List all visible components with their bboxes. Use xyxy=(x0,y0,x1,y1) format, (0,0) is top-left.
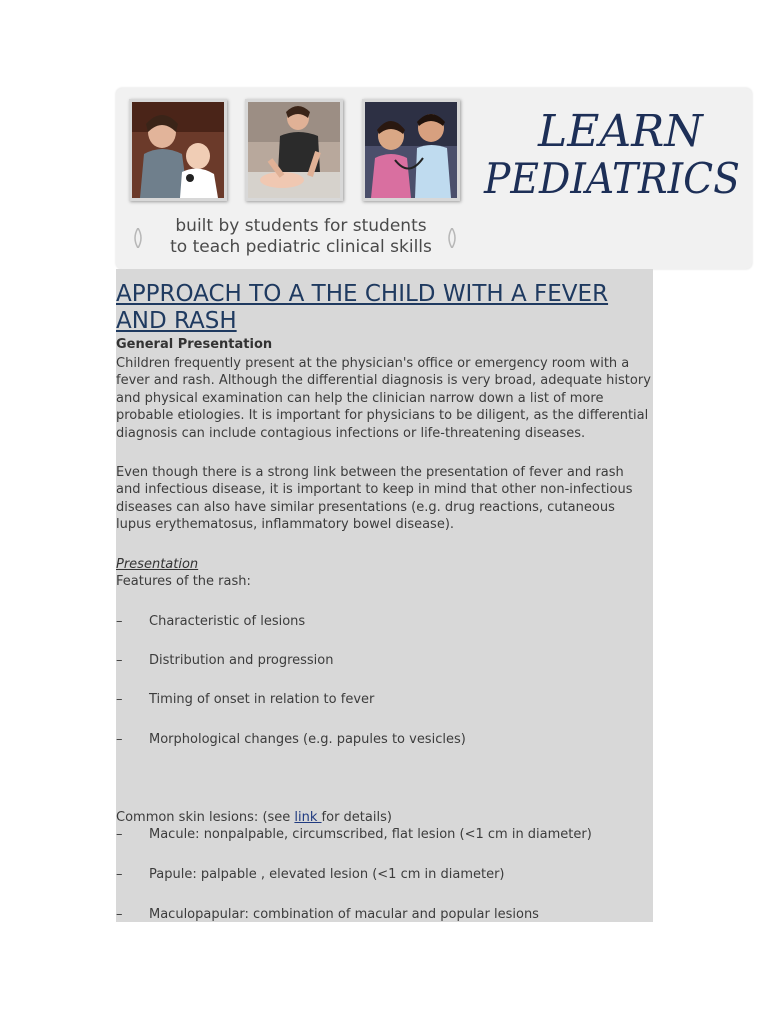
tagline-line2: to teach pediatric clinical skills xyxy=(170,237,432,257)
article-body xyxy=(116,269,653,922)
intro-paragraph: Children frequently present at the physician's office or emergency room with a fever and rash. Although the differential diagnosis is very broad, adequate history and physical examination can help the clinician narrow down a list of more probable etiologies. It is important for physicians to be diligent, as the differential diagnosis can include contagious infections or life-threatening diseases. xyxy=(116,356,651,441)
features-intro: Features of the rash: xyxy=(116,574,251,589)
lesion-text: Papule: palpable , elevated lesion (<1 cm in diameter) xyxy=(149,867,505,882)
dash: – xyxy=(116,867,123,882)
leaf-ornament-icon xyxy=(444,228,460,248)
tagline-line1: built by students for students xyxy=(175,216,427,236)
general-presentation-heading: General Presentation xyxy=(116,337,273,352)
article-title[interactable]: APPROACH TO A THE CHILD WITH A FEVER AND RASH xyxy=(116,281,609,334)
lesions-intro-after: for details) xyxy=(321,810,392,825)
noninfectious-paragraph: Even though there is a strong link between the presentation of fever and rash and infectious disease, it is important to keep in mind that other non-infectious diseases can also have similar presentations (e.g. drug reactions, cutaneous lupus erythematosus, inflammatory bowel disease). xyxy=(116,465,633,533)
feature-text: Distribution and progression xyxy=(149,653,334,668)
feature-text: Morphological changes (e.g. papules to vesicles) xyxy=(149,732,466,747)
dash: – xyxy=(116,653,123,668)
details-link[interactable]: link xyxy=(294,810,322,825)
photo-children-stethoscope xyxy=(362,99,460,201)
tagline xyxy=(166,216,436,258)
lesion-text: Macule: nonpalpable, circumscribed, flat lesion (<1 cm in diameter) xyxy=(149,827,592,842)
dash: – xyxy=(116,827,123,842)
lesions-intro xyxy=(116,810,392,825)
photo-examining-baby xyxy=(245,99,343,201)
feature-text: Timing of onset in relation to fever xyxy=(149,692,375,707)
dash: – xyxy=(116,732,123,747)
logo-line1: LEARN xyxy=(538,106,703,157)
lesion-text: Maculopapular: combination of macular and popular lesions xyxy=(149,907,539,922)
dash: – xyxy=(116,692,123,707)
feature-text: Characteristic of lesions xyxy=(149,614,306,629)
learn-pediatrics-logo xyxy=(476,96,746,206)
lesions-intro-text: Common skin lesions: (see xyxy=(116,810,295,825)
site-banner xyxy=(116,88,752,269)
photo-doctor-with-infant xyxy=(129,99,227,201)
dash: – xyxy=(116,907,123,922)
leaf-ornament-icon xyxy=(130,228,146,248)
logo-line2: PEDIATRICS xyxy=(483,154,740,203)
dash: – xyxy=(116,614,123,629)
presentation-subheading: Presentation xyxy=(116,557,199,572)
